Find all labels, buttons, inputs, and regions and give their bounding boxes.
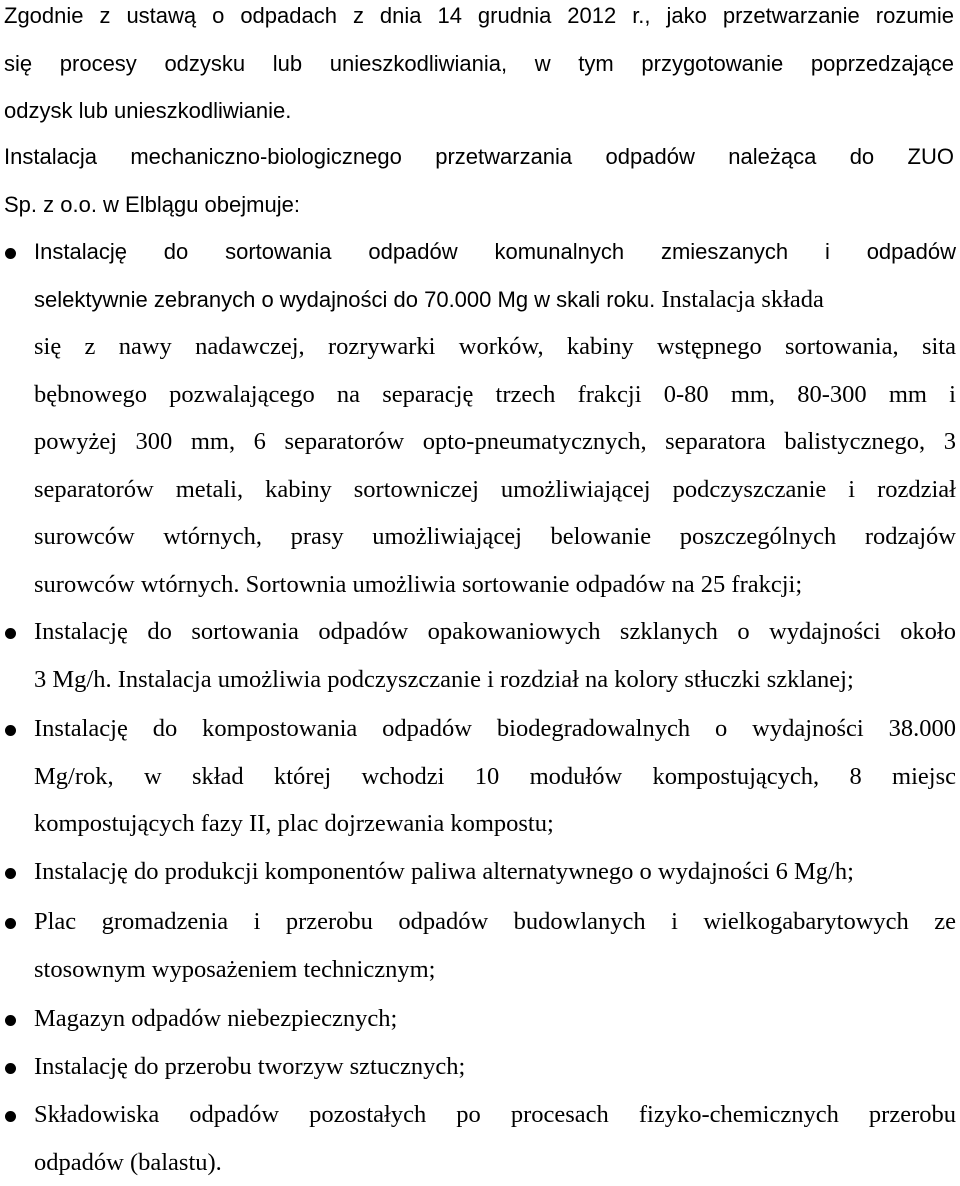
intro-line: Zgodnie z ustawą o odpadach z dnia 14 grudnia 2012 r., jako przetwarzanie rozumie <box>4 0 954 40</box>
list-item-line: powyżej 300 mm, 6 separatorów opto-pneumatycznych, separatora balistycznego, 3 <box>34 418 956 466</box>
list-item-line: Mg/rok, w skład której wchodzi 10 modułów kompostujących, 8 miejsc <box>34 753 956 801</box>
list-item-line: 3 Mg/h. Instalacja umożliwia podczyszczanie i rozdział na kolory stłuczki szklanej; <box>34 656 956 704</box>
facility-paragraph <box>4 133 954 228</box>
list-item-line: stosownym wyposażeniem technicznym; <box>34 946 956 994</box>
list-item-line: kompostujących fazy II, plac dojrzewania kompostu; <box>34 800 956 848</box>
bullet-icon <box>5 1111 16 1122</box>
list-item-text <box>34 1043 956 1091</box>
list-item-line <box>34 276 956 324</box>
list-item-text <box>34 995 956 1043</box>
list-item-line: separatorów metali, kabiny sortowniczej umożliwiającej podczyszczanie i rozdział <box>34 466 956 514</box>
bullet-icon <box>5 248 16 259</box>
list-item-text <box>34 228 956 608</box>
list-item-line: Magazyn odpadów niebezpiecznych; <box>34 995 956 1043</box>
list-item-text <box>34 705 956 848</box>
bullet-icon <box>5 628 16 639</box>
list-item-line: Instalację do sortowania odpadów komunalnych zmieszanych i odpadów <box>34 228 956 276</box>
bullet-icon <box>5 725 16 736</box>
list-item-line: bębnowego pozwalającego na separację trzech frakcji 0-80 mm, 80-300 mm i <box>34 371 956 419</box>
bullet-icon <box>5 1015 16 1026</box>
list-item-segment: Instalacja składa <box>655 286 824 313</box>
list-item-text <box>34 1091 956 1186</box>
list-item-text <box>34 608 956 703</box>
list-item-segment: selektywnie zebranych o wydajności do 70.000 Mg w skali roku. <box>34 287 655 312</box>
list-item-text <box>34 848 956 896</box>
list-item-line: Instalację do przerobu tworzyw sztucznych; <box>34 1043 956 1091</box>
bullet-icon <box>5 868 16 879</box>
list-item-line: Instalację do sortowania odpadów opakowaniowych szklanych o wydajności około <box>34 608 956 656</box>
intro-line: odzysk lub unieszkodliwianie. <box>4 87 954 135</box>
list-item-line: Instalację do produkcji komponentów paliwa alternatywnego o wydajności 6 Mg/h; <box>34 848 956 896</box>
intro-paragraph <box>4 0 954 135</box>
list-item-line: Składowiska odpadów pozostałych po procesach fizyko-chemicznych przerobu <box>34 1091 956 1139</box>
facility-line: Instalacja mechaniczno-biologicznego przetwarzania odpadów należąca do ZUO <box>4 133 954 181</box>
list-item-line: się z nawy nadawczej, rozrywarki worków, kabiny wstępnego sortowania, sita <box>34 323 956 371</box>
list-item-line: surowców wtórnych, prasy umożliwiającej belowanie poszczególnych rodzajów <box>34 513 956 561</box>
list-item-line: surowców wtórnych. Sortownia umożliwia sortowanie odpadów na 25 frakcji; <box>34 561 956 609</box>
list-item-text <box>34 898 956 993</box>
list-item-line: Plac gromadzenia i przerobu odpadów budowlanych i wielkogabarytowych ze <box>34 898 956 946</box>
bullet-icon <box>5 1063 16 1074</box>
facility-line: Sp. z o.o. w Elblągu obejmuje: <box>4 181 954 229</box>
bullet-icon <box>5 918 16 929</box>
list-item-line: Instalację do kompostowania odpadów biodegradowalnych o wydajności 38.000 <box>34 705 956 753</box>
intro-line: się procesy odzysku lub unieszkodliwiania, w tym przygotowanie poprzedzające <box>4 40 954 88</box>
list-item-line: odpadów (balastu). <box>34 1139 956 1186</box>
